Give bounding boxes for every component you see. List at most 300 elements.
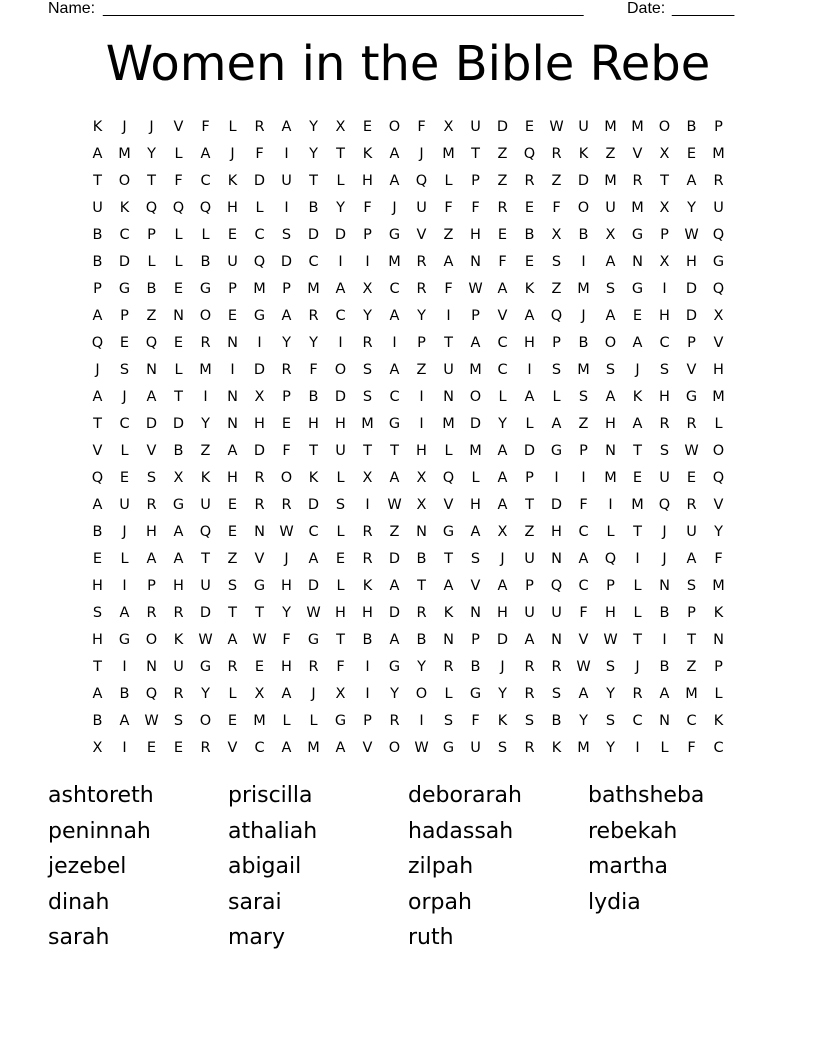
grid-letter: S <box>173 713 184 729</box>
grid-letter: B <box>308 200 319 216</box>
grid-letter: M <box>604 470 617 486</box>
grid-letter: V <box>686 362 697 378</box>
grid-letter: Q <box>145 200 158 216</box>
word-list-item: priscilla <box>228 783 313 808</box>
grid-letter: S <box>686 578 697 594</box>
grid-letter: A <box>119 605 130 621</box>
grid-letter: K <box>578 146 589 162</box>
grid-letter: B <box>173 443 184 459</box>
grid-letter: X <box>335 686 346 702</box>
grid-letter: H <box>713 362 724 378</box>
grid-letter: A <box>389 308 400 324</box>
letter-grid <box>84 114 732 762</box>
grid-letter: N <box>632 254 643 270</box>
grid-letter: E <box>524 200 535 216</box>
grid-letter: F <box>498 254 507 270</box>
grid-letter: J <box>662 524 667 540</box>
grid-letter: V <box>497 308 508 324</box>
grid-letter: B <box>659 659 670 675</box>
grid-letter: Y <box>390 686 399 702</box>
grid-letter: E <box>524 254 535 270</box>
grid-letter: A <box>92 389 103 405</box>
grid-letter: D <box>685 281 698 297</box>
grid-letter: A <box>389 578 400 594</box>
grid-letter: S <box>524 713 535 729</box>
grid-letter: P <box>525 578 534 594</box>
grid-letter: J <box>149 119 154 135</box>
grid-letter: F <box>444 281 453 297</box>
grid-letter: B <box>470 659 481 675</box>
grid-letter: L <box>120 443 129 459</box>
grid-letter: N <box>146 362 157 378</box>
grid-letter: L <box>147 254 156 270</box>
grid-letter: V <box>254 551 265 567</box>
grid-letter: A <box>686 173 697 189</box>
grid-letter: R <box>362 335 373 351</box>
grid-letter: O <box>388 119 401 135</box>
grid-letter: H <box>605 416 616 432</box>
grid-letter: D <box>199 605 212 621</box>
grid-letter: P <box>714 119 723 135</box>
grid-letter: H <box>362 173 373 189</box>
grid-letter: A <box>389 146 400 162</box>
grid-letter: Q <box>91 470 104 486</box>
word-list-item: rebekah <box>588 818 678 844</box>
grid-letter: M <box>631 119 644 135</box>
grid-letter: K <box>227 173 238 189</box>
grid-row <box>84 681 732 708</box>
grid-letter: L <box>228 686 237 702</box>
grid-letter: Z <box>497 146 508 162</box>
grid-letter: Y <box>498 416 507 432</box>
word-list-item: deborarah <box>408 783 522 808</box>
grid-letter: R <box>686 497 697 513</box>
grid-letter: M <box>442 146 455 162</box>
grid-letter: C <box>389 389 400 405</box>
grid-letter: X <box>659 200 670 216</box>
grid-letter: O <box>334 362 347 378</box>
grid-letter: R <box>308 659 319 675</box>
grid-letter: E <box>173 281 184 297</box>
grid-letter: R <box>551 146 562 162</box>
grid-row <box>84 465 732 492</box>
grid-letter: G <box>712 254 725 270</box>
grid-letter: I <box>635 740 640 756</box>
grid-letter: G <box>172 497 185 513</box>
grid-letter: G <box>199 281 212 297</box>
grid-letter: S <box>362 362 373 378</box>
grid-letter: D <box>172 416 185 432</box>
grid-letter: W <box>198 632 213 648</box>
grid-letter: A <box>281 740 292 756</box>
grid-letter: A <box>443 254 454 270</box>
grid-letter: Q <box>658 497 671 513</box>
grid-letter: A <box>389 632 400 648</box>
grid-letter: H <box>686 254 697 270</box>
grid-letter: X <box>713 308 724 324</box>
grid-letter: B <box>659 605 670 621</box>
grid-letter: M <box>604 173 617 189</box>
grid-letter: G <box>388 416 401 432</box>
grid-letter: K <box>92 119 103 135</box>
grid-letter: P <box>282 389 291 405</box>
grid-letter: K <box>632 389 643 405</box>
grid-letter: R <box>524 686 535 702</box>
grid-letter: N <box>659 578 670 594</box>
grid-letter: T <box>660 173 669 189</box>
grid-letter: Z <box>227 551 238 567</box>
grid-letter: G <box>442 524 455 540</box>
grid-letter: X <box>659 254 670 270</box>
grid-letter: B <box>524 227 535 243</box>
grid-letter: Y <box>309 146 318 162</box>
grid-letter: P <box>147 227 156 243</box>
grid-letter: J <box>500 659 505 675</box>
grid-letter: S <box>551 254 562 270</box>
grid-letter: X <box>362 470 373 486</box>
grid-letter: M <box>307 281 320 297</box>
grid-letter: H <box>470 497 481 513</box>
grid-letter: S <box>605 713 616 729</box>
grid-letter: V <box>92 443 103 459</box>
grid-letter: C <box>335 308 346 324</box>
grid-letter: F <box>579 605 588 621</box>
grid-letter: F <box>201 119 210 135</box>
grid-letter: D <box>388 605 401 621</box>
grid-letter: B <box>416 632 427 648</box>
grid-letter: H <box>659 308 670 324</box>
grid-letter: A <box>497 497 508 513</box>
grid-letter: N <box>551 551 562 567</box>
grid-letter: U <box>200 497 211 513</box>
grid-letter: V <box>632 146 643 162</box>
grid-letter: M <box>577 362 590 378</box>
grid-letter: R <box>416 281 427 297</box>
grid-letter: D <box>253 173 266 189</box>
grid-letter: S <box>335 497 346 513</box>
grid-letter: B <box>92 254 103 270</box>
grid-letter: Y <box>282 605 291 621</box>
grid-letter: U <box>119 497 130 513</box>
grid-letter: G <box>469 686 482 702</box>
grid-letter: X <box>443 119 454 135</box>
grid-letter: I <box>257 335 262 351</box>
grid-row <box>84 438 732 465</box>
grid-letter: L <box>444 173 453 189</box>
grid-letter: A <box>605 254 616 270</box>
grid-letter: D <box>253 443 266 459</box>
grid-letter: I <box>365 659 370 675</box>
grid-letter: O <box>415 686 428 702</box>
grid-letter: F <box>444 200 453 216</box>
grid-letter: Q <box>550 578 563 594</box>
grid-letter: L <box>498 389 507 405</box>
grid-letter: R <box>551 659 562 675</box>
grid-letter: H <box>362 605 373 621</box>
grid-letter: B <box>92 713 103 729</box>
grid-letter: Y <box>417 659 426 675</box>
word-list-item: dinah <box>48 889 110 915</box>
grid-letter: Q <box>172 200 185 216</box>
grid-letter: Z <box>146 308 157 324</box>
grid-letter: U <box>173 659 184 675</box>
grid-letter: A <box>92 497 103 513</box>
grid-letter: U <box>524 605 535 621</box>
grid-letter: C <box>308 524 319 540</box>
grid-letter: M <box>712 578 725 594</box>
grid-letter: A <box>497 281 508 297</box>
grid-letter: T <box>201 551 210 567</box>
grid-row <box>84 573 732 600</box>
grid-row <box>84 546 732 573</box>
grid-letter: D <box>307 497 320 513</box>
grid-letter: U <box>416 200 427 216</box>
grid-letter: I <box>122 659 127 675</box>
grid-letter: C <box>308 254 319 270</box>
grid-letter: Q <box>145 686 158 702</box>
grid-letter: O <box>604 335 617 351</box>
grid-letter: Z <box>524 524 535 540</box>
grid-letter: P <box>228 281 237 297</box>
grid-letter: E <box>173 335 184 351</box>
grid-letter: R <box>362 524 373 540</box>
grid-letter: A <box>605 308 616 324</box>
grid-letter: G <box>334 713 347 729</box>
grid-letter: T <box>93 173 102 189</box>
grid-letter: T <box>228 605 237 621</box>
grid-letter: N <box>416 524 427 540</box>
grid-letter: H <box>605 605 616 621</box>
grid-letter: F <box>282 632 291 648</box>
grid-letter: R <box>308 308 319 324</box>
grid-letter: M <box>631 497 644 513</box>
grid-letter: X <box>173 470 184 486</box>
grid-letter: P <box>606 578 615 594</box>
grid-letter: J <box>635 362 640 378</box>
grid-letter: L <box>120 551 129 567</box>
grid-letter: X <box>416 470 427 486</box>
grid-letter: Z <box>443 227 454 243</box>
grid-letter: R <box>227 659 238 675</box>
grid-letter: T <box>444 551 453 567</box>
grid-letter: R <box>173 686 184 702</box>
grid-letter: A <box>659 686 670 702</box>
grid-letter: L <box>633 605 642 621</box>
grid-letter: E <box>254 659 265 675</box>
grid-letter: E <box>227 227 238 243</box>
grid-letter: H <box>497 605 508 621</box>
grid-letter: I <box>446 308 451 324</box>
grid-letter: M <box>712 389 725 405</box>
grid-row <box>84 141 732 168</box>
grid-letter: U <box>335 443 346 459</box>
grid-letter: A <box>497 470 508 486</box>
grid-letter: Q <box>604 551 617 567</box>
grid-letter: A <box>551 416 562 432</box>
grid-letter: G <box>118 281 131 297</box>
grid-letter: D <box>334 389 347 405</box>
grid-letter: U <box>524 551 535 567</box>
grid-letter: J <box>635 659 640 675</box>
grid-letter: R <box>632 173 643 189</box>
grid-letter: L <box>525 416 534 432</box>
word-list-item: jezebel <box>48 854 127 879</box>
grid-letter: A <box>605 389 616 405</box>
grid-letter: T <box>93 416 102 432</box>
grid-letter: H <box>227 200 238 216</box>
grid-letter: J <box>500 551 505 567</box>
grid-row <box>84 411 732 438</box>
grid-letter: T <box>309 173 318 189</box>
grid-letter: N <box>227 335 238 351</box>
grid-letter: T <box>633 524 642 540</box>
date-field-line: _______ <box>672 0 735 17</box>
grid-letter: M <box>361 416 374 432</box>
grid-letter: D <box>577 173 590 189</box>
grid-letter: V <box>578 632 589 648</box>
grid-letter: S <box>227 578 238 594</box>
grid-letter: T <box>687 632 696 648</box>
grid-letter: G <box>253 308 266 324</box>
grid-letter: J <box>392 200 397 216</box>
name-field-line: ______________________________________________________ <box>103 0 584 17</box>
grid-letter: N <box>254 524 265 540</box>
grid-letter: S <box>497 740 508 756</box>
grid-letter: P <box>471 632 480 648</box>
grid-letter: Q <box>91 335 104 351</box>
grid-letter: N <box>713 632 724 648</box>
grid-letter: O <box>658 119 671 135</box>
grid-letter: L <box>444 443 453 459</box>
grid-letter: X <box>254 686 265 702</box>
grid-letter: E <box>632 470 643 486</box>
grid-letter: R <box>659 416 670 432</box>
grid-letter: F <box>417 119 426 135</box>
grid-letter: I <box>392 335 397 351</box>
grid-letter: L <box>309 713 318 729</box>
grid-letter: M <box>253 281 266 297</box>
grid-letter: I <box>365 686 370 702</box>
grid-letter: N <box>146 659 157 675</box>
grid-letter: Q <box>712 470 725 486</box>
grid-letter: R <box>173 605 184 621</box>
grid-letter: L <box>471 470 480 486</box>
grid-letter: J <box>419 146 424 162</box>
grid-letter: L <box>552 389 561 405</box>
grid-letter: H <box>335 605 346 621</box>
grid-letter: I <box>122 740 127 756</box>
date-label: Date: <box>627 0 666 17</box>
grid-letter: U <box>281 173 292 189</box>
grid-letter: Q <box>199 200 212 216</box>
grid-letter: E <box>119 335 130 351</box>
grid-letter: V <box>173 119 184 135</box>
grid-letter: C <box>713 740 724 756</box>
grid-letter: L <box>282 713 291 729</box>
grid-row <box>84 303 732 330</box>
grid-letter: L <box>201 227 210 243</box>
grid-letter: F <box>714 551 723 567</box>
grid-letter: W <box>468 281 483 297</box>
grid-letter: L <box>336 173 345 189</box>
grid-letter: R <box>686 416 697 432</box>
grid-letter: P <box>363 713 372 729</box>
grid-letter: E <box>335 551 346 567</box>
grid-letter: A <box>578 551 589 567</box>
grid-letter: F <box>687 740 696 756</box>
grid-letter: P <box>417 335 426 351</box>
word-list-item: orpah <box>408 889 472 915</box>
grid-letter: B <box>551 713 562 729</box>
grid-letter: S <box>578 389 589 405</box>
grid-letter: R <box>416 254 427 270</box>
grid-letter: V <box>713 335 724 351</box>
grid-letter: B <box>200 254 211 270</box>
grid-letter: I <box>338 335 343 351</box>
grid-letter: I <box>527 362 532 378</box>
grid-letter: E <box>524 119 535 135</box>
grid-letter: Z <box>686 659 697 675</box>
grid-letter: X <box>362 281 373 297</box>
grid-letter: B <box>92 524 103 540</box>
grid-letter: C <box>119 227 130 243</box>
grid-letter: A <box>443 578 454 594</box>
grid-letter: O <box>388 740 401 756</box>
grid-letter: R <box>281 362 292 378</box>
grid-row <box>84 114 732 141</box>
word-list-item: mary <box>228 925 285 950</box>
grid-letter: A <box>389 470 400 486</box>
grid-letter: P <box>579 443 588 459</box>
grid-letter: U <box>443 362 454 378</box>
grid-letter: M <box>577 281 590 297</box>
grid-letter: K <box>551 740 562 756</box>
grid-row <box>84 330 732 357</box>
grid-letter: G <box>631 227 644 243</box>
grid-letter: Q <box>415 173 428 189</box>
grid-letter: S <box>443 713 454 729</box>
grid-letter: I <box>581 254 586 270</box>
grid-letter: V <box>227 740 238 756</box>
grid-row <box>84 600 732 627</box>
grid-letter: L <box>174 146 183 162</box>
word-list-item: hadassah <box>408 818 514 844</box>
grid-letter: N <box>227 389 238 405</box>
grid-letter: H <box>416 443 427 459</box>
grid-letter: M <box>685 686 698 702</box>
grid-letter: O <box>577 200 590 216</box>
grid-letter: R <box>524 173 535 189</box>
grid-letter: J <box>122 119 127 135</box>
grid-letter: K <box>362 146 373 162</box>
grid-letter: A <box>200 146 211 162</box>
grid-letter: R <box>254 470 265 486</box>
grid-letter: Q <box>253 254 266 270</box>
grid-letter: Y <box>579 713 588 729</box>
grid-letter: M <box>469 362 482 378</box>
grid-letter: N <box>227 416 238 432</box>
grid-letter: D <box>145 416 158 432</box>
grid-letter: U <box>578 119 589 135</box>
grid-letter: E <box>497 227 508 243</box>
grid-letter: V <box>713 497 724 513</box>
grid-letter: A <box>632 416 643 432</box>
grid-letter: S <box>605 362 616 378</box>
grid-letter: O <box>145 632 158 648</box>
grid-letter: N <box>551 632 562 648</box>
grid-letter: T <box>633 443 642 459</box>
grid-letter: T <box>471 146 480 162</box>
